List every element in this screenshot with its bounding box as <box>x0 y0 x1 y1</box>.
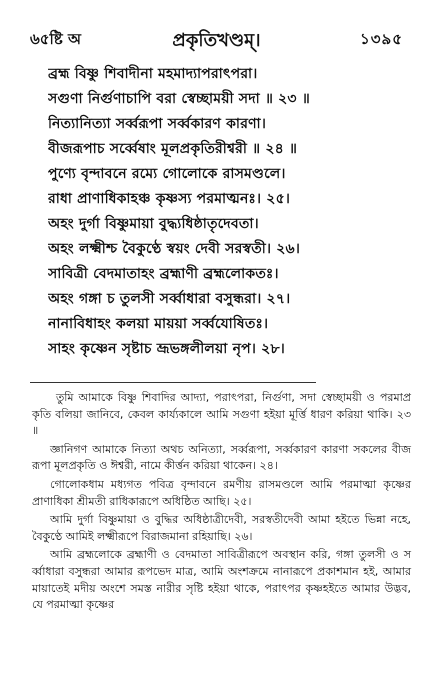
verse-line: সাহং কৃষ্ণেন সৃষ্টাচ ভ্রূভঙ্গলীলয়া নৃপ। ২৮। <box>48 341 285 357</box>
verse-line: পুণ্যে বৃন্দাবনে রম্যে গোলোকে রাসমণ্ডলে। <box>48 166 286 182</box>
verse-line: নানাবিধাহং কলয়া মায়য়া সর্ব্বযোষিতঃ। <box>48 316 269 332</box>
verse-line: অহং লক্ষ্মীশ্চ বৈকুণ্ঠে স্বয়ং দেবী সরস্বতী। ২৬। <box>48 241 301 257</box>
commentary-paragraph: আমি ব্রহ্মলোকে ব্রহ্মাণী ও বেদমাতা সাবিত্রীরূপে অবস্থান করি, গঙ্গা তুলসী ও সর্ব্বাধারা বসুন্ধরা আমার রূপভেদ মাত্র, আমি অংশক্রমে নানারূপে প্রকাশমান হই, আমার মায়াতেই মদীয় অংশে সমস্ত নারীর সৃষ্টি হইয়া থাকে, পরাৎপর কৃষ্ণহইতে আমার উদ্ভব, যে পরমাত্মা কৃষ্ণের <box>32 548 411 612</box>
verse-line: সগুণা নির্গুণাচাপি বরা স্বেচ্ছাময়ী সদা ॥ ২৩ ॥ <box>48 91 310 107</box>
verse-line: অহং গঙ্গা চ তুলসী সর্ব্বাধারা বসুন্ধরা। ২৭। <box>48 291 291 307</box>
commentary-block <box>32 390 411 616</box>
page-title: প্রকৃতিখণ্ডম্‌। <box>172 30 261 51</box>
commentary-paragraph: গোলোকধাম মধ্যগত পবিত্র বৃন্দাবনে রমণীয় রাসমণ্ডলে আমি পরমাত্মা কৃষ্ণের প্রাণাধিকা শ্রীমতী রাধিকারূপে অধিষ্ঠিত আছি। ২৫। <box>32 477 411 508</box>
verse-line: রাধা প্রাণাধিকাহঞ্চ কৃষ্ণস্য পরমাত্মনঃ। ২৫। <box>48 191 291 207</box>
commentary-paragraph: জ্ঞানিগণ আমাকে নিত্যা অথচ অনিত্যা, সর্ব্বরূপা, সর্ব্বকারণ কারণা সকলের বীজরূপা মূলপ্রকৃতি ও ঈশ্বরী, নামে কীর্ত্তন করিয়া থাকেন। ২৪। <box>32 442 411 473</box>
chapter-marker: ৬৫ষ্টি অ <box>30 30 81 48</box>
section-divider <box>30 382 316 383</box>
verse-line: সাবিত্রী বেদমাতাহং ব্রহ্মাণী ব্রহ্মলোকতঃ। <box>48 266 279 282</box>
verse-line: ব্রহ্ম বিষ্ণু শিবাদীনা মহমাদ্যাপরাৎপরা। <box>48 66 258 82</box>
verse-block <box>48 62 407 362</box>
verse-line: বীজরূপাচ সর্ব্বেষাং মূলপ্রকৃতিরীশ্বরী ॥ ২৪ ॥ <box>48 141 298 157</box>
page-header <box>30 28 403 50</box>
verse-line: অহং দুর্গা বিষ্ণুমায়া বুদ্ধ্যধিষ্ঠাতৃদেবতা। <box>48 216 259 232</box>
page-number: ১৩৯৫ <box>360 30 403 48</box>
commentary-paragraph: তুমি আমাকে বিষ্ণু শিবাদির আদ্যা, পরাৎপরা, নির্গুণা, সদা স্বেচ্ছাময়ী ও পরমাপ্রকৃতি বলিয়া জানিবে, কেবল কার্য্যকালে আমি সগুণা হইয়া মূর্ত্তি ধারণ করিয়া থাকি। ২৩ ॥ <box>32 391 411 438</box>
commentary-paragraph: আমি দুর্গা বিষ্ণুমায়া ও বুদ্ধির অধিষ্ঠাত্রীদেবী, সরস্বতীদেবী আমা হইতে ভিন্না নহে, বৈকুণ্ঠে আমিই লক্ষ্মীরূপে বিরাজমানা রহিয়াছি। ২৬। <box>32 513 411 543</box>
verse-line: নিত্যানিত্যা সর্ব্বরূপা সর্ব্বকারণ কারণা। <box>48 116 267 132</box>
